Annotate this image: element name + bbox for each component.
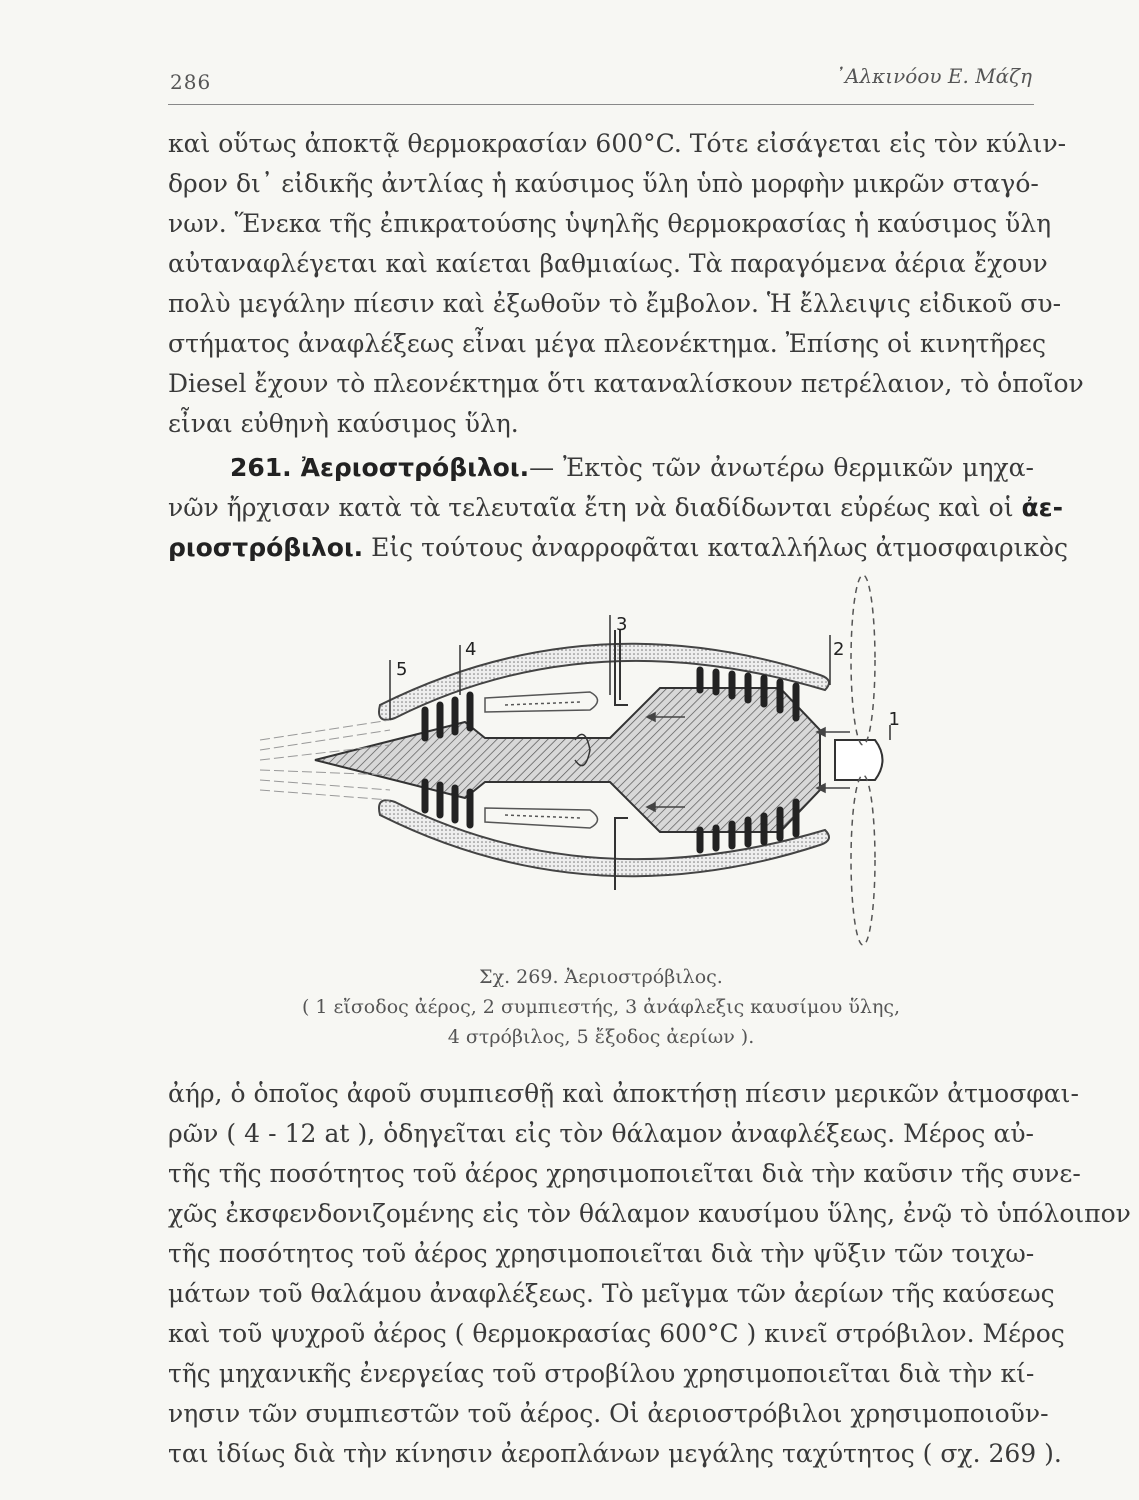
text-line: δρον δι᾿ εἰδικῆς ἀντλίας ἡ καύσιμος ὕλη ὑπὸ μορφὴν μικρῶν σταγό-	[168, 169, 1039, 198]
label-2: 2	[833, 639, 845, 660]
text-line: τῆς μηχανικῆς ἐνεργείας τοῦ στροβίλου χρησιμοποιεῖται διὰ τὴν κί-	[168, 1359, 1035, 1388]
caption-legend: ( 1 εἴσοδος ἀέρος, 2 συμπιεστής, 3 ἀνάφλεξις καυσίμου ὕλης,	[301, 996, 901, 1018]
text-line: ρῶν ( 4 - 12 at ), ὁδηγεῖται εἰς τὸν θάλαμον ἀναφλέξεως. Μέρος αὐ-	[168, 1119, 1034, 1148]
section-number: 261.	[230, 453, 292, 482]
gas-turbine-diagram	[260, 560, 900, 960]
text-line: εἶναι εὐθηνὴ καύσιμος ὕλη.	[168, 409, 519, 438]
figure-caption	[168, 962, 1034, 1052]
label-4: 4	[465, 639, 477, 660]
text-line: νων. Ἕνεκα τῆς ἐπικρατούσης ὑψηλῆς θερμοκρασίας ἡ καύσιμος ὕλη	[168, 209, 1052, 238]
section-heading-line	[230, 448, 1034, 488]
text-line: αὐταναφλέγεται καὶ καίεται βαθμιαίως. Τὰ παραγόμενα ἀέρια ἔχουν	[168, 249, 1048, 278]
page-header	[168, 58, 1034, 105]
text-line: καὶ οὕτως ἀποκτᾷ θερμοκρασίαν 600°C. Τότε εἰσάγεται εἰς τὸν κύλιν-	[168, 129, 1067, 158]
text-line: ἀήρ, ὁ ὁποῖος ἀφοῦ συμπιεσθῇ καὶ ἀποκτήσῃ πίεσιν μερικῶν ἀτμοσφαι-	[168, 1079, 1079, 1108]
label-3: 3	[616, 614, 628, 635]
text-line: καὶ τοῦ ψυχροῦ ἀέρος ( θερμοκρασίας 600°C ) κινεῖ στρόβιλον. Μέρος	[168, 1319, 1065, 1348]
paragraph-2	[168, 1074, 1131, 1474]
section-title: Ἀεριοστρόβιλοι.	[300, 453, 530, 482]
text-line: Diesel ἔχουν τὸ πλεονέκτημα ὅτι καταναλίσκουν πετρέλαιον, τὸ ὁποῖον	[168, 369, 1084, 398]
text-line: στήματος ἀναφλέξεως εἶναι μέγα πλεονέκτημα. Ἐπίσης οἱ κινητῆρες	[168, 329, 1047, 358]
text-line: μάτων τοῦ θαλάμου ἀναφλέξεως. Τὸ μεῖγμα τῶν ἀερίων τῆς καύσεως	[168, 1279, 1055, 1308]
text-line: χῶς ἐκσφενδονιζομένης εἰς τὸν θάλαμον καυσίμου ὕλης, ἐνῷ τὸ ὑπόλοιπον	[168, 1199, 1131, 1228]
nose-cone	[835, 740, 883, 780]
text-line: τῆς ποσότητος τοῦ ἀέρος χρησιμοποιεῖται διὰ τὴν ψῦξιν τῶν τοιχω-	[168, 1239, 1035, 1268]
text-line: πολὺ μεγάλην πίεσιν καὶ ἐξωθοῦν τὸ ἔμβολον. Ἡ ἔλλειψις εἰδικοῦ συ-	[168, 289, 1062, 318]
section-line3-text: Εἰς τούτους ἀναρροφᾶται καταλλήλως ἀτμοσφαιρικὸς	[363, 533, 1069, 562]
text-line: νησιν τῶν συμπιεστῶν τοῦ ἀέρος. Οἱ ἀεριοστρόβιλοι χρησιμοποιοῦν-	[168, 1399, 1049, 1428]
section-line1-text: — Ἐκτὸς τῶν ἀνωτέρω θερμικῶν μηχα-	[529, 453, 1034, 482]
bold-term: ἀε-	[1021, 493, 1063, 522]
running-head: ᾿Αλκινόου Ε. Μάζη	[835, 64, 1032, 88]
section-line2-text: νῶν ἤρχισαν κατὰ τὰ τελευταῖα ἔτη νὰ διαδίδωνται εὐρέως καὶ οἱ	[168, 493, 1014, 522]
caption-title: Σχ. 269. Ἀεριοστρόβιλος.	[479, 966, 723, 988]
caption-legend: 4 στρόβιλος, 5 ἔξοδος ἀερίων ).	[447, 1026, 755, 1048]
section-261-heading-block	[230, 448, 1034, 488]
text-line: τῆς τῆς ποσότητος τοῦ ἀέρος χρησιμοποιεῖται διὰ τὴν καῦσιν τῆς συνε-	[168, 1159, 1081, 1188]
page-number: 286	[170, 70, 212, 94]
text-line: ται ἰδίως διὰ τὴν κίνησιν ἀεροπλάνων μεγάλης ταχύτητος ( σχ. 269 ).	[168, 1439, 1062, 1468]
bold-term: ριοστρόβιλοι.	[168, 533, 364, 562]
section-261-continuation	[168, 488, 1069, 568]
paragraph-1	[168, 124, 1084, 444]
label-1: 1	[888, 709, 900, 730]
text-line	[168, 488, 1063, 528]
label-5: 5	[396, 659, 408, 680]
